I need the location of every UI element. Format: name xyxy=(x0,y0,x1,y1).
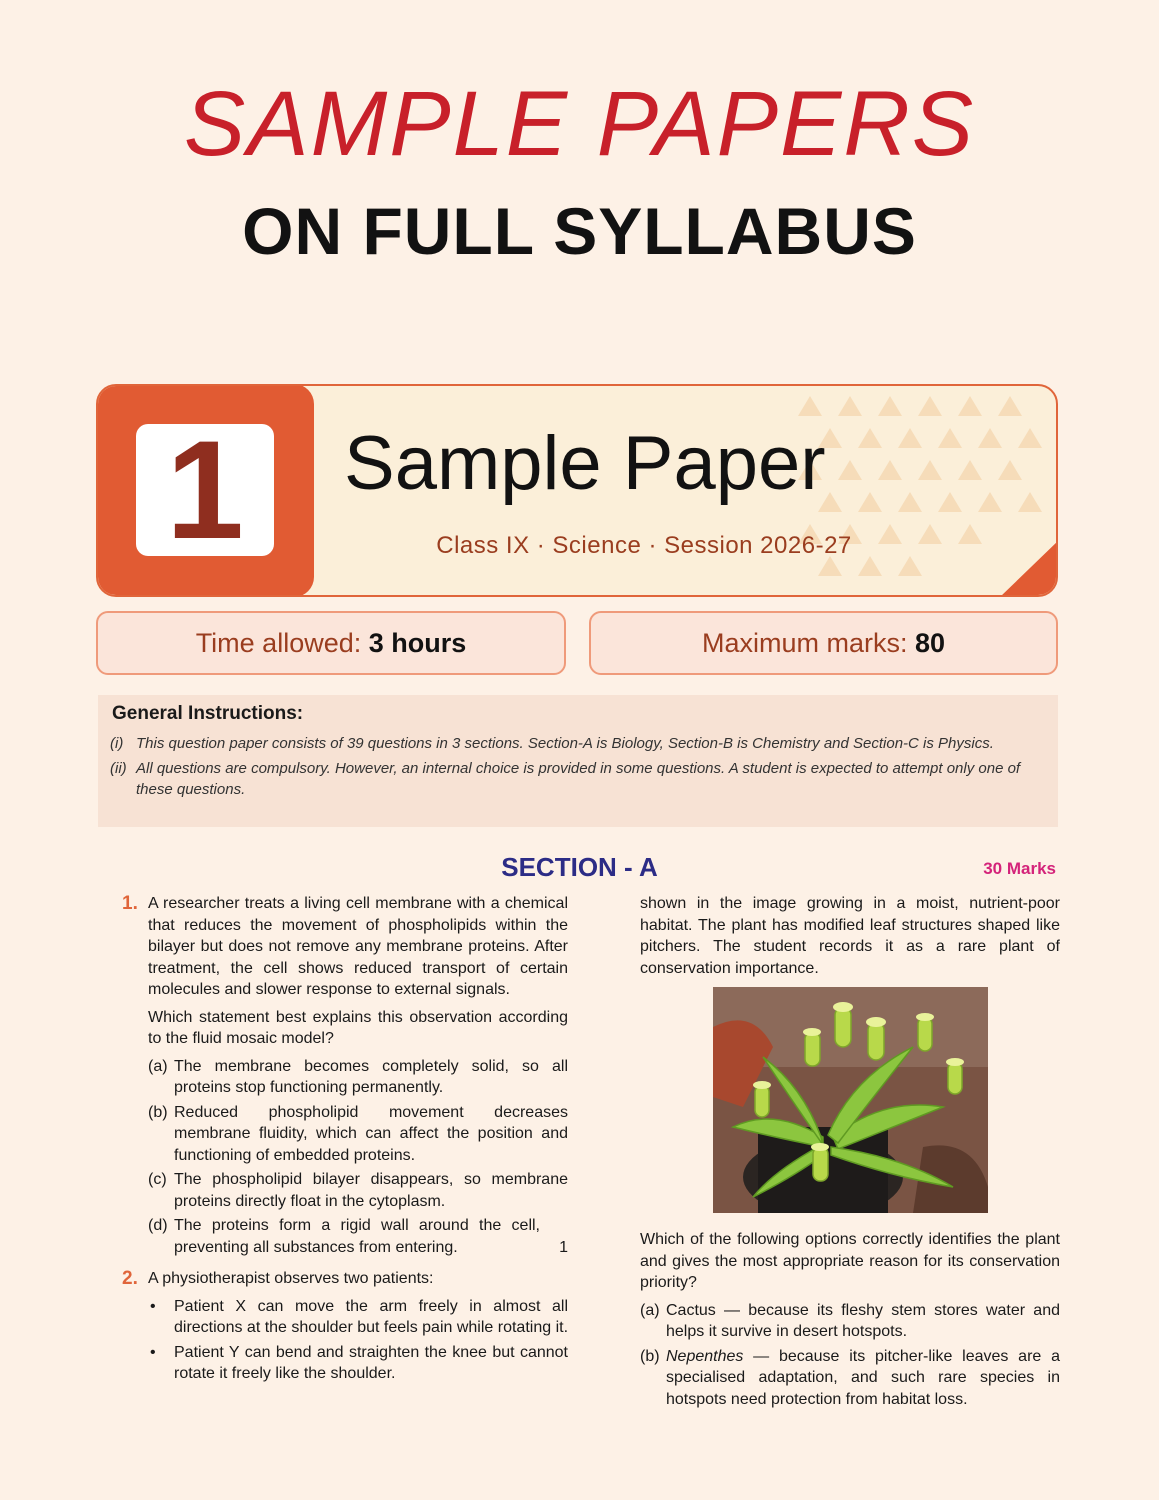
question-mark: 1 xyxy=(559,1238,568,1256)
option-label: (c) xyxy=(148,1171,167,1188)
time-allowed-box xyxy=(96,611,566,675)
option-a xyxy=(640,1300,1060,1343)
bullet-item: • Patient X can move the arm freely in almost all directions at the shoulder but feels pain while rotating it. xyxy=(148,1296,568,1339)
page-subtitle: ON FULL SYLLABUS xyxy=(242,194,917,268)
option-b xyxy=(148,1102,568,1167)
section-marks: 30 Marks xyxy=(983,859,1056,878)
marks-value: 80 xyxy=(914,628,946,658)
paper-number-block xyxy=(96,384,314,597)
general-instructions xyxy=(98,695,1058,827)
instruction-text: This question paper consists of 39 questions in 3 sections. Section-A is Biology, Section-B is Chemistry and Section-C is Physics. xyxy=(136,735,994,752)
question-ask: Which statement best explains this observation according to the fluid mosaic model? xyxy=(148,1008,568,1047)
bullet-item: • Patient Y can bend and straighten the knee but cannot rotate it freely like the shoulder. xyxy=(148,1342,568,1385)
instruction-text: All questions are compulsory. However, an internal choice is provided in some questions. A student is expected to attempt only one of these questions. xyxy=(136,760,1021,798)
instruction-number: (i) xyxy=(110,735,124,752)
option-text: The membrane becomes completely solid, so all proteins stop functioning permanently. xyxy=(174,1057,568,1096)
option-a xyxy=(148,1056,568,1099)
option-text: Reduced phospholipid movement decreases membrane fluidity, which can affect the position and functioning of embedded proteins. xyxy=(174,1103,568,1164)
option-text: — because its pitcher-like leaves are a specialised adaptation, and such rare species in hotspots need protection from habitat loss. xyxy=(666,1347,1060,1408)
time-label: Time allowed: xyxy=(195,628,362,658)
section-title: SECTION - A xyxy=(501,852,658,882)
instruction-item xyxy=(110,758,1046,800)
banner-meta: Class IX · Science · Session 2026-27 xyxy=(436,532,852,559)
right-column xyxy=(640,893,1060,1413)
marks-label: Maximum marks: xyxy=(701,628,908,658)
option-plant-name: Nepenthes xyxy=(666,1347,744,1365)
instruction-number: (ii) xyxy=(110,760,127,777)
question-number: 1. xyxy=(122,893,138,914)
question-stem: A physiotherapist observes two patients: xyxy=(148,1270,434,1287)
option-text: The phospholipid bilayer disappears, so membrane proteins directly float in the cytoplasm. xyxy=(174,1171,568,1210)
sample-paper-banner xyxy=(96,384,1058,597)
instruction-item xyxy=(110,733,1046,754)
instructions-heading: General Instructions: xyxy=(112,703,304,724)
question-2 xyxy=(122,1268,568,1290)
option-c xyxy=(148,1169,568,1212)
banner-title: Sample Paper xyxy=(344,421,826,506)
paper-number: 1 xyxy=(136,424,274,556)
question-ask: Which of the following options correctly identifies the plant and gives the most appropriate reason for its conservation priority? xyxy=(640,1231,1060,1291)
option-label: (a) xyxy=(148,1057,168,1075)
pitcher-plant-image xyxy=(713,987,988,1213)
option-label: (d) xyxy=(148,1217,168,1234)
option-label: (b) xyxy=(640,1347,660,1365)
option-label: (b) xyxy=(148,1103,168,1121)
page-title: SAMPLE PAPERS xyxy=(183,73,976,175)
max-marks-box xyxy=(589,611,1058,675)
option-d xyxy=(148,1215,568,1258)
option-text: The proteins form a rigid wall around the cell, preventing all substances from entering. xyxy=(174,1217,540,1256)
question-continuation: shown in the image growing in a moist, nutrient-poor habitat. The plant has modified leaf structures shaped like pitchers. The student records it as a rare plant of conservation importance. xyxy=(640,895,1060,977)
option-b xyxy=(640,1346,1060,1411)
option-text: Cactus — because its fleshy stem stores water and helps it survive in desert hotspots. xyxy=(666,1301,1060,1340)
question-number: 2. xyxy=(122,1268,138,1289)
corner-accent xyxy=(1000,541,1058,597)
time-value: 3 hours xyxy=(368,628,467,658)
option-label: (a) xyxy=(640,1301,660,1319)
question-1 xyxy=(122,893,568,1001)
left-column xyxy=(122,893,569,1388)
question-stem: A researcher treats a living cell membrane with a chemical that reduces the movement of phospholipids within the bilayer but does not remove any membrane proteins. After treatment, the cell shows reduced transport of certain molecules and slower response to external signals. xyxy=(148,895,568,998)
